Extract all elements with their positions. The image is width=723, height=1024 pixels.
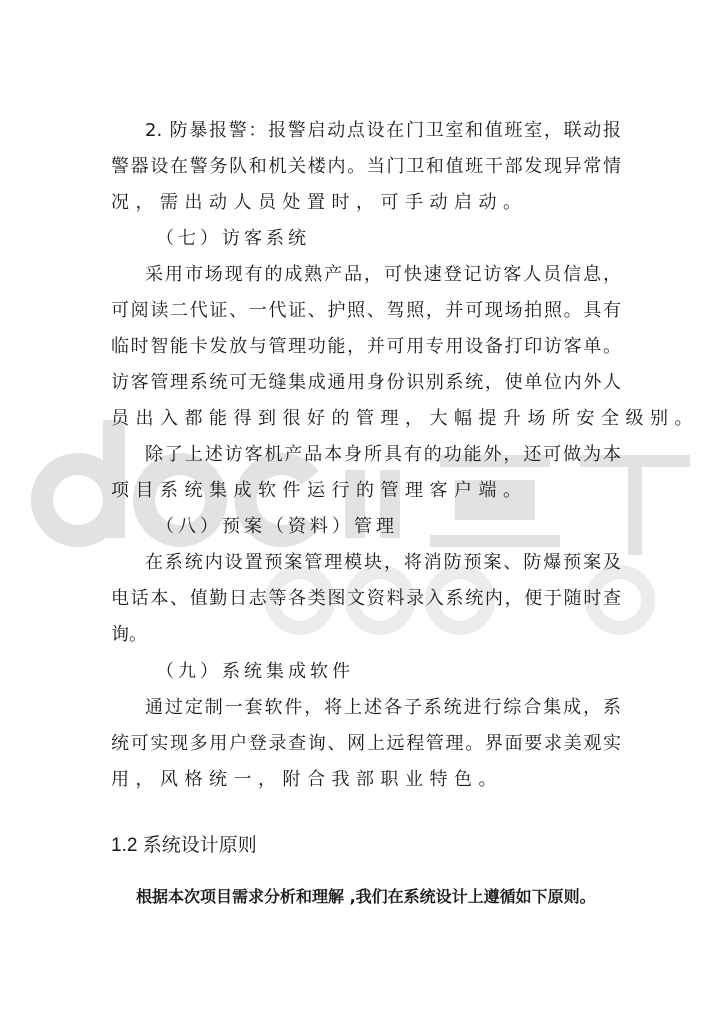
intro-paragraph: 根据本次项目需求分析和理解 ,我们在系统设计上遵循如下原则。 (136, 887, 596, 906)
paragraph-line: 电话本、值勤日志等各类图文资料录入系统内，便于随时查 (111, 588, 621, 609)
paragraph-line: 项目系统集成软件运行的管理客户端。 (111, 480, 528, 501)
paragraph-line: 用，风格统一，附合我部职业特色。 (111, 769, 503, 790)
subheading-visitor-system: （七）访客系统 (156, 228, 310, 249)
paragraph-line: 在系统内设置预案管理模块，将消防预案、防爆预案及 (145, 552, 621, 573)
paragraph-line: 员出入都能得到很好的管理，大幅提升场所安全级别。 (111, 408, 699, 429)
paragraph-line: 采用市场现有的成熟产品，可快速登记访客人员信息， (145, 264, 621, 285)
paragraph-line: 警器设在警务队和机关楼内。当门卫和值班干部发现异常情 (111, 156, 621, 177)
paragraph-line: 访客管理系统可无缝集成通用身份识别系统，使单位内外人 (111, 372, 621, 393)
paragraph-line: 况，需出动人员处置时，可手动启动。 (111, 192, 528, 213)
section-heading: 1.2 系统设计原则 (111, 835, 257, 856)
paragraph-line: 通过定制一套软件，将上述各子系统进行综合集成，系 (145, 697, 621, 718)
paragraph-line: 可阅读二代证、一代证、护照、驾照，并可现场拍照。具有 (111, 300, 621, 321)
subheading-plan-management: （八）预案（资料）管理 (156, 516, 398, 537)
paragraph-line: 统可实现多用户登录查询、网上远程管理。界面要求美观实 (111, 733, 621, 754)
subheading-integration-software: （九）系统集成软件 (156, 661, 354, 682)
paragraph-line: 临时智能卡发放与管理功能，并可用专用设备打印访客单。 (111, 336, 621, 357)
paragraph-line: 除了上述访客机产品本身所具有的功能外，还可做为本 (145, 444, 621, 465)
paragraph-line: 询。 (111, 624, 147, 645)
paragraph-line: 2. 防暴报警：报警启动点设在门卫室和值班室，联动报 (145, 120, 621, 141)
